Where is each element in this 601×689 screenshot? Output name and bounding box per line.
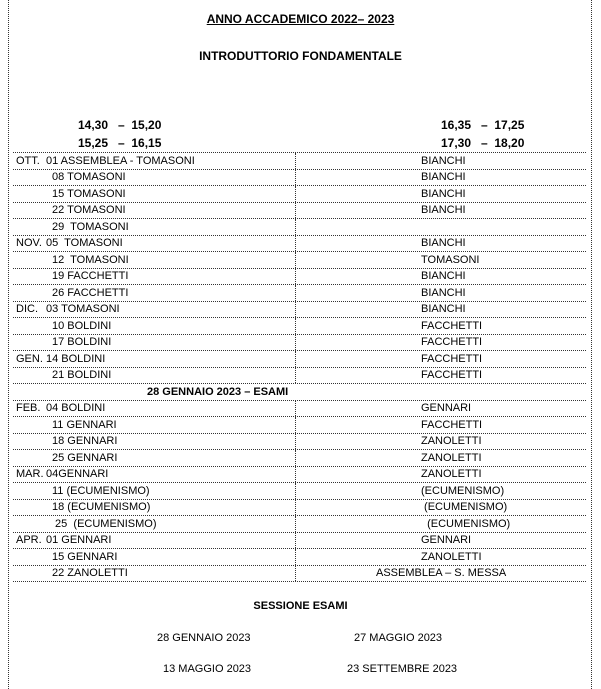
table-row — [13, 384, 586, 401]
table-row — [13, 549, 586, 566]
exam-session-title: SESSIONE ESAMI — [253, 600, 348, 612]
lesson-cell-second: BIANCHI — [421, 303, 466, 316]
lesson-cell-first: 03 TOMASONI — [46, 303, 120, 316]
lesson-cell-second: (ECUMENISMO) — [421, 517, 511, 530]
lesson-cell-second: BIANCHI — [421, 204, 466, 217]
time-right-1: 16,35 – 17,25 — [441, 118, 525, 132]
exam-date: 23 SETTEMBRE 2023 — [347, 663, 458, 675]
table-row — [13, 450, 586, 467]
time-right-2: 17,30 – 18,20 — [441, 136, 525, 150]
table-row — [13, 302, 586, 319]
lesson-cell-first: 04GENNARI — [46, 468, 109, 481]
table-row — [13, 219, 586, 236]
lesson-cell-second: BIANCHI — [421, 286, 466, 299]
month-label: APR. — [16, 534, 42, 547]
month-label: FEB. — [16, 402, 41, 415]
lesson-cell-first: 04 BOLDINI — [46, 402, 106, 415]
table-row — [13, 318, 586, 335]
lesson-cell-second: FACCHETTI — [421, 352, 483, 365]
month-label: OTT. — [16, 154, 40, 167]
lesson-cell-first: 15 GENNARI — [52, 550, 118, 563]
page-subtitle: INTRODUTTORIO FONDAMENTALE — [199, 49, 402, 63]
table-row — [13, 566, 586, 583]
exam-date: 27 MAGGIO 2023 — [354, 632, 443, 644]
table-row — [13, 516, 586, 533]
lesson-cell-first: 18 (ECUMENISMO) — [52, 501, 151, 514]
table-row — [13, 483, 586, 500]
lesson-cell-second: FACCHETTI — [421, 336, 483, 349]
lesson-cell-first: 10 BOLDINI — [52, 319, 112, 332]
table-row — [13, 285, 586, 302]
lesson-cell-first: 25 (ECUMENISMO) — [52, 517, 157, 530]
lesson-cell-second: (ECUMENISMO) — [421, 484, 505, 497]
table-row — [13, 153, 586, 170]
table-row — [13, 170, 586, 187]
lesson-cell-first: 01 ASSEMBLEA - TOMASONI — [46, 154, 195, 167]
lesson-cell-first: 14 BOLDINI — [46, 352, 106, 365]
lesson-cell-first: 15 TOMASONI — [52, 187, 126, 200]
page-title: ANNO ACCADEMICO 2022– 2023 — [206, 12, 395, 26]
table-row — [13, 434, 586, 451]
lesson-cell-second: ZANOLETTI — [421, 550, 482, 563]
lesson-cell-first: 19 FACCHETTI — [52, 270, 129, 283]
lesson-cell-second: BIANCHI — [421, 187, 466, 200]
lesson-cell-second: BIANCHI — [421, 154, 466, 167]
lesson-cell-first: 11 GENNARI — [52, 418, 117, 431]
lesson-cell-second: (ECUMENISMO) — [421, 501, 508, 514]
lesson-cell-second: TOMASONI — [421, 253, 480, 266]
table-row — [13, 401, 586, 418]
lesson-cell-second: FACCHETTI — [421, 369, 483, 382]
exam-date: 28 GENNAIO 2023 — [157, 632, 251, 644]
lesson-cell-second: ZANOLETTI — [421, 468, 482, 481]
table-row — [13, 533, 586, 550]
table-row — [13, 417, 586, 434]
table-row — [13, 368, 586, 385]
table-row — [13, 335, 586, 352]
lesson-cell-first: 11 (ECUMENISMO) — [52, 484, 150, 497]
lesson-cell-first: 05 TOMASONI — [46, 237, 123, 250]
lesson-cell-second: BIANCHI — [421, 270, 466, 283]
time-left-1: 14,30 – 15,20 — [78, 118, 162, 132]
schedule-table — [13, 152, 586, 582]
lesson-cell-second: ZANOLETTI — [421, 451, 482, 464]
table-row — [13, 467, 586, 484]
lesson-cell-second: GENNARI — [421, 534, 472, 547]
table-row — [13, 236, 586, 253]
lesson-cell-second: BIANCHI — [421, 171, 466, 184]
lesson-cell-first: 08 TOMASONI — [52, 171, 126, 184]
table-row — [13, 500, 586, 517]
table-row — [13, 203, 586, 220]
lesson-cell-first: 21 BOLDINI — [52, 369, 112, 382]
lesson-cell-first: 25 GENNARI — [52, 451, 118, 464]
exam-row-label: 28 GENNAIO 2023 – ESAMI — [147, 385, 289, 398]
lesson-cell-first: 22 TOMASONI — [52, 204, 126, 217]
lesson-cell-second: BIANCHI — [421, 237, 466, 250]
table-row — [13, 252, 586, 269]
lesson-cell-second: ASSEMBLEA – S. MESSA — [376, 567, 507, 580]
lesson-cell-second: FACCHETTI — [421, 319, 483, 332]
month-label: MAR. — [16, 468, 44, 481]
time-left-2: 15,25 – 16,15 — [78, 136, 162, 150]
lesson-cell-first: 01 GENNARI — [46, 534, 112, 547]
lesson-cell-second: ZANOLETTI — [421, 435, 482, 448]
lesson-cell-second: FACCHETTI — [421, 418, 483, 431]
table-row — [13, 186, 586, 203]
table-row — [13, 351, 586, 368]
lesson-cell-first: 26 FACCHETTI — [52, 286, 129, 299]
lesson-cell-first: 12 TOMASONI — [52, 253, 129, 266]
lesson-cell-first: 22 ZANOLETTI — [52, 567, 128, 580]
exam-date: 13 MAGGIO 2023 — [163, 663, 252, 675]
lesson-cell-second: GENNARI — [421, 402, 472, 415]
month-label: DIC. — [16, 303, 38, 316]
lesson-cell-first: 18 GENNARI — [52, 435, 118, 448]
month-label: NOV. — [16, 237, 42, 250]
lesson-cell-first: 29 TOMASONI — [52, 220, 129, 233]
table-row — [13, 269, 586, 286]
lesson-cell-first: 17 BOLDINI — [52, 336, 112, 349]
month-label: GEN. — [16, 352, 43, 365]
